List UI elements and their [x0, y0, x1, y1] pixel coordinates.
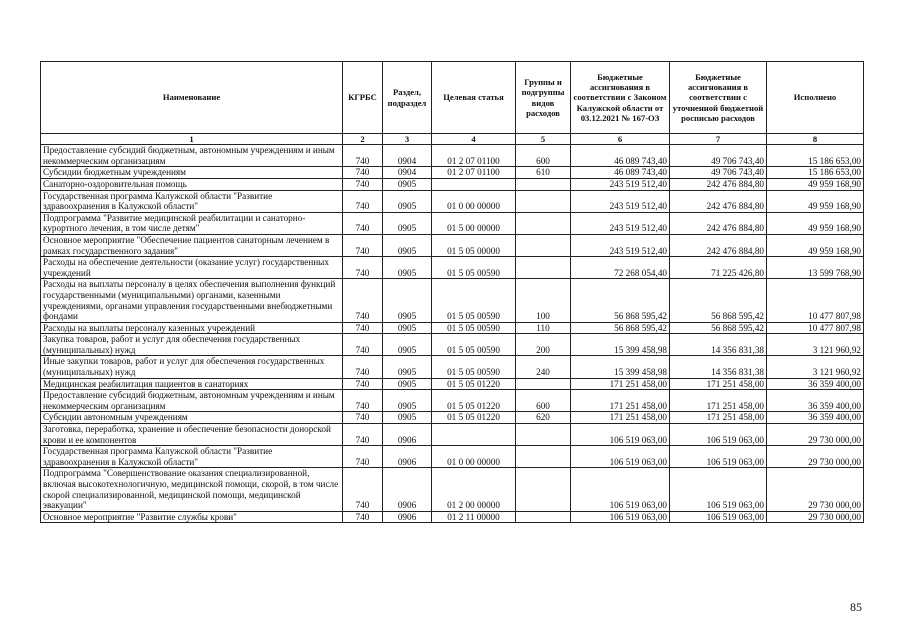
target-article-cell: 01 2 11 00000 — [432, 511, 516, 523]
expense-group-cell: 240 — [516, 356, 571, 378]
kgrbs-cell: 740 — [343, 178, 383, 190]
kgrbs-cell: 740 — [343, 468, 383, 511]
column-number: 6 — [571, 134, 670, 145]
expense-group-cell: 600 — [516, 145, 571, 167]
section-cell: 0906 — [383, 446, 432, 468]
expense-group-cell: 200 — [516, 334, 571, 356]
executed-cell: 15 186 653,00 — [767, 167, 864, 179]
kgrbs-cell: 740 — [343, 390, 383, 412]
section-cell: 0906 — [383, 511, 432, 523]
law-allocation-cell: 15 399 458,98 — [571, 356, 670, 378]
table-row — [41, 378, 864, 390]
column-number: 2 — [343, 134, 383, 145]
section-cell: 0905 — [383, 190, 432, 212]
expense-group-cell: 620 — [516, 412, 571, 424]
target-article-cell: 01 5 05 01220 — [432, 412, 516, 424]
expense-group-cell — [516, 468, 571, 511]
target-article-cell: 01 5 05 00590 — [432, 257, 516, 279]
target-article-cell: 01 2 00 00000 — [432, 468, 516, 511]
revised-allocation-cell: 242 476 884,80 — [670, 234, 767, 256]
revised-allocation-cell: 171 251 458,00 — [670, 390, 767, 412]
expense-group-cell: 100 — [516, 279, 571, 322]
kgrbs-cell: 740 — [343, 257, 383, 279]
table-row — [41, 322, 864, 334]
revised-allocation-cell: 14 356 831,38 — [670, 356, 767, 378]
revised-allocation-cell: 242 476 884,80 — [670, 178, 767, 190]
column-header: Исполнено — [767, 62, 864, 134]
revised-allocation-cell: 49 706 743,40 — [670, 145, 767, 167]
revised-allocation-cell: 56 868 595,42 — [670, 279, 767, 322]
section-cell: 0905 — [383, 212, 432, 234]
law-allocation-cell: 243 519 512,40 — [571, 178, 670, 190]
kgrbs-cell: 740 — [343, 378, 383, 390]
executed-cell: 29 730 000,00 — [767, 511, 864, 523]
section-cell: 0905 — [383, 234, 432, 256]
law-allocation-cell: 72 268 054,40 — [571, 257, 670, 279]
law-allocation-cell: 106 519 063,00 — [571, 424, 670, 446]
budget-execution-table — [40, 61, 864, 523]
executed-cell: 36 359 400,00 — [767, 390, 864, 412]
target-article-cell: 01 5 05 00590 — [432, 279, 516, 322]
column-number: 7 — [670, 134, 767, 145]
revised-allocation-cell: 171 251 458,00 — [670, 412, 767, 424]
law-allocation-cell: 243 519 512,40 — [571, 212, 670, 234]
kgrbs-cell: 740 — [343, 424, 383, 446]
target-article-cell — [432, 178, 516, 190]
revised-allocation-cell: 56 868 595,42 — [670, 322, 767, 334]
executed-cell: 15 186 653,00 — [767, 145, 864, 167]
section-cell: 0905 — [383, 412, 432, 424]
law-allocation-cell: 171 251 458,00 — [571, 390, 670, 412]
row-name-cell: Расходы на выплаты персоналу казенных учреждений — [41, 322, 343, 334]
kgrbs-cell: 740 — [343, 322, 383, 334]
table-row — [41, 468, 864, 511]
table-row — [41, 279, 864, 322]
law-allocation-cell: 243 519 512,40 — [571, 234, 670, 256]
column-header: Наименование — [41, 62, 343, 134]
revised-allocation-cell: 242 476 884,80 — [670, 190, 767, 212]
executed-cell: 10 477 807,98 — [767, 279, 864, 322]
section-cell: 0905 — [383, 178, 432, 190]
section-cell: 0905 — [383, 356, 432, 378]
row-name-cell: Подпрограмма "Развитие медицинской реабилитации и санаторно-курортного лечения, в том числе детям" — [41, 212, 343, 234]
target-article-cell: 01 5 05 00000 — [432, 234, 516, 256]
revised-allocation-cell: 49 706 743,40 — [670, 167, 767, 179]
target-article-cell: 01 5 05 01220 — [432, 390, 516, 412]
row-name-cell: Медицинская реабилитация пациентов в санаториях — [41, 378, 343, 390]
row-name-cell: Субсидии автономным учреждениям — [41, 412, 343, 424]
executed-cell: 49 959 168,90 — [767, 234, 864, 256]
law-allocation-cell: 46 089 743,40 — [571, 145, 670, 167]
target-article-cell: 01 5 05 00590 — [432, 322, 516, 334]
column-header: Целевая статья — [432, 62, 516, 134]
revised-allocation-cell: 71 225 426,80 — [670, 257, 767, 279]
law-allocation-cell: 15 399 458,98 — [571, 334, 670, 356]
row-name-cell: Расходы на обеспечение деятельности (оказание услуг) государственных учреждений — [41, 257, 343, 279]
row-name-cell: Государственная программа Калужской области "Развитие здравоохранения в Калужской области" — [41, 190, 343, 212]
kgrbs-cell: 740 — [343, 356, 383, 378]
table-row — [41, 257, 864, 279]
target-article-cell: 01 5 05 01220 — [432, 378, 516, 390]
row-name-cell: Основное мероприятие "Обеспечение пациентов санаторным лечением в рамках государственного задания" — [41, 234, 343, 256]
revised-allocation-cell: 14 356 831,38 — [670, 334, 767, 356]
target-article-cell: 01 5 05 00590 — [432, 356, 516, 378]
executed-cell: 29 730 000,00 — [767, 468, 864, 511]
row-name-cell: Государственная программа Калужской области "Развитие здравоохранения в Калужской области" — [41, 446, 343, 468]
law-allocation-cell: 171 251 458,00 — [571, 378, 670, 390]
section-cell: 0904 — [383, 167, 432, 179]
section-cell: 0905 — [383, 334, 432, 356]
expense-group-cell — [516, 446, 571, 468]
table-row — [41, 212, 864, 234]
kgrbs-cell: 740 — [343, 446, 383, 468]
column-header: Группы и подгруппы видов расходов — [516, 62, 571, 134]
expense-group-cell: 610 — [516, 167, 571, 179]
row-name-cell: Иные закупки товаров, работ и услуг для обеспечения государственных (муниципальных) нужд — [41, 356, 343, 378]
expense-group-cell — [516, 511, 571, 523]
column-header: Бюджетные ассигнования в соответствии с Законом Калужской области от 03.12.2021 № 167-ОЗ — [571, 62, 670, 134]
executed-cell: 10 477 807,98 — [767, 322, 864, 334]
table-row — [41, 356, 864, 378]
kgrbs-cell: 740 — [343, 334, 383, 356]
column-header: КГРБС — [343, 62, 383, 134]
kgrbs-cell: 740 — [343, 167, 383, 179]
section-cell: 0906 — [383, 424, 432, 446]
revised-allocation-cell: 106 519 063,00 — [670, 446, 767, 468]
executed-cell: 13 599 768,90 — [767, 257, 864, 279]
law-allocation-cell: 106 519 063,00 — [571, 446, 670, 468]
kgrbs-cell: 740 — [343, 279, 383, 322]
target-article-cell: 01 0 00 00000 — [432, 446, 516, 468]
section-cell: 0905 — [383, 378, 432, 390]
target-article-cell — [432, 424, 516, 446]
law-allocation-cell: 106 519 063,00 — [571, 468, 670, 511]
executed-cell: 49 959 168,90 — [767, 190, 864, 212]
executed-cell: 36 359 400,00 — [767, 378, 864, 390]
target-article-cell: 01 5 05 00590 — [432, 334, 516, 356]
expense-group-cell — [516, 212, 571, 234]
revised-allocation-cell: 242 476 884,80 — [670, 212, 767, 234]
target-article-cell: 01 0 00 00000 — [432, 190, 516, 212]
expense-group-cell — [516, 190, 571, 212]
row-name-cell: Предоставление субсидий бюджетным, автономным учреждениям и иным некоммерческим организациям — [41, 390, 343, 412]
kgrbs-cell: 740 — [343, 511, 383, 523]
section-cell: 0904 — [383, 145, 432, 167]
kgrbs-cell: 740 — [343, 212, 383, 234]
column-number: 1 — [41, 134, 343, 145]
section-cell: 0906 — [383, 468, 432, 511]
law-allocation-cell: 171 251 458,00 — [571, 412, 670, 424]
kgrbs-cell: 740 — [343, 412, 383, 424]
executed-cell: 3 121 960,92 — [767, 334, 864, 356]
table-row — [41, 167, 864, 179]
revised-allocation-cell: 106 519 063,00 — [670, 424, 767, 446]
executed-cell: 49 959 168,90 — [767, 178, 864, 190]
expense-group-cell — [516, 424, 571, 446]
table-row — [41, 446, 864, 468]
table-row — [41, 334, 864, 356]
kgrbs-cell: 740 — [343, 145, 383, 167]
kgrbs-cell: 740 — [343, 234, 383, 256]
section-cell: 0905 — [383, 322, 432, 334]
section-cell: 0905 — [383, 279, 432, 322]
table-row — [41, 424, 864, 446]
column-number: 4 — [432, 134, 516, 145]
law-allocation-cell: 46 089 743,40 — [571, 167, 670, 179]
column-number: 5 — [516, 134, 571, 145]
table-row — [41, 412, 864, 424]
executed-cell: 29 730 000,00 — [767, 446, 864, 468]
revised-allocation-cell: 106 519 063,00 — [670, 468, 767, 511]
table-row — [41, 190, 864, 212]
table-row — [41, 234, 864, 256]
table-row — [41, 178, 864, 190]
target-article-cell: 01 5 00 00000 — [432, 212, 516, 234]
law-allocation-cell: 56 868 595,42 — [571, 322, 670, 334]
page-number: 85 — [850, 600, 862, 614]
row-name-cell: Санаторно-оздоровительная помощь — [41, 178, 343, 190]
expense-group-cell: 600 — [516, 390, 571, 412]
header-row — [41, 62, 864, 134]
row-name-cell: Субсидии бюджетным учреждениям — [41, 167, 343, 179]
row-name-cell: Основное мероприятие "Развитие службы крови" — [41, 511, 343, 523]
law-allocation-cell: 243 519 512,40 — [571, 190, 670, 212]
law-allocation-cell: 56 868 595,42 — [571, 279, 670, 322]
section-cell: 0905 — [383, 257, 432, 279]
target-article-cell: 01 2 07 01100 — [432, 167, 516, 179]
row-name-cell: Подпрограмма "Совершенствование оказания специализированной, включая высокотехнологичную, медицинской помощи, скорой, в том числе скорой специализированной, медицинской помощи, медицинской эвакуации" — [41, 468, 343, 511]
column-number: 8 — [767, 134, 864, 145]
table-row — [41, 511, 864, 523]
section-cell: 0905 — [383, 390, 432, 412]
executed-cell: 36 359 400,00 — [767, 412, 864, 424]
column-header: Раздел, подраздел — [383, 62, 432, 134]
expense-group-cell: 110 — [516, 322, 571, 334]
kgrbs-cell: 740 — [343, 190, 383, 212]
expense-group-cell — [516, 234, 571, 256]
column-number: 3 — [383, 134, 432, 145]
row-name-cell: Заготовка, переработка, хранение и обеспечение безопасности донорской крови и ее компонентов — [41, 424, 343, 446]
executed-cell: 29 730 000,00 — [767, 424, 864, 446]
law-allocation-cell: 106 519 063,00 — [571, 511, 670, 523]
table-row — [41, 145, 864, 167]
row-name-cell: Расходы на выплаты персоналу в целях обеспечения выполнения функций государственными (муниципальными) органами, казенными учреждениями, органами управления государственными внебюджетными фондами — [41, 279, 343, 322]
target-article-cell: 01 2 07 01100 — [432, 145, 516, 167]
row-name-cell: Предоставление субсидий бюджетным, автономным учреждениям и иным некоммерческим организациям — [41, 145, 343, 167]
column-header: Бюджетные ассигнования в соответствии с уточненной бюджетной росписью расходов — [670, 62, 767, 134]
column-number-row — [41, 134, 864, 145]
executed-cell: 49 959 168,90 — [767, 212, 864, 234]
expense-group-cell — [516, 378, 571, 390]
executed-cell: 3 121 960,92 — [767, 356, 864, 378]
revised-allocation-cell: 171 251 458,00 — [670, 378, 767, 390]
table-body — [41, 145, 864, 523]
expense-group-cell — [516, 178, 571, 190]
table-row — [41, 390, 864, 412]
row-name-cell: Закупка товаров, работ и услуг для обеспечения государственных (муниципальных) нужд — [41, 334, 343, 356]
revised-allocation-cell: 106 519 063,00 — [670, 511, 767, 523]
expense-group-cell — [516, 257, 571, 279]
